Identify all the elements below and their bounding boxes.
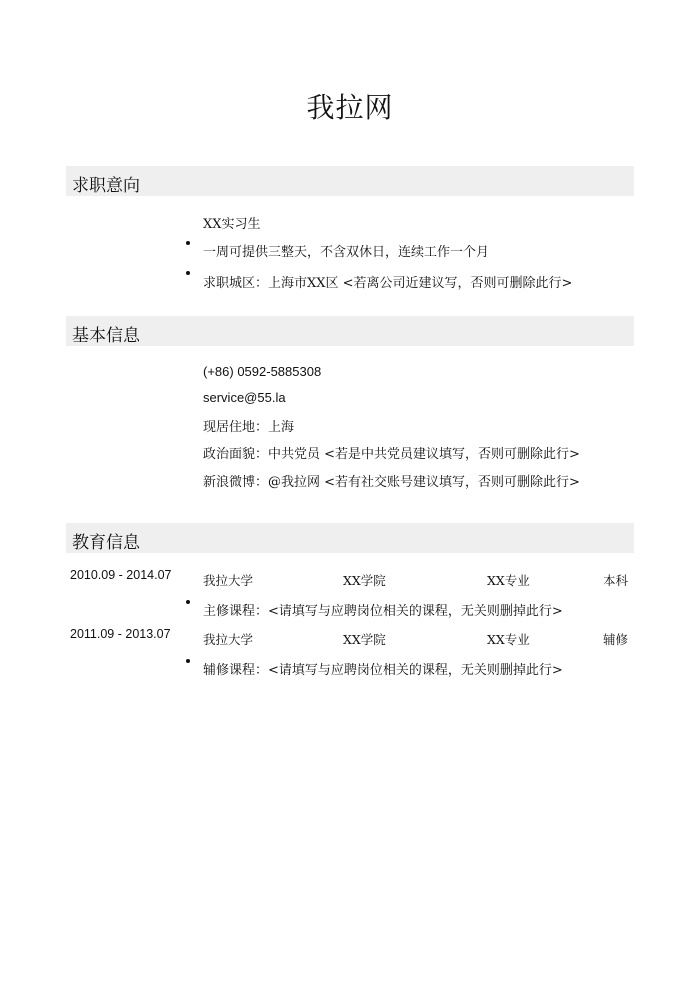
section-header-basic: [66, 316, 634, 346]
resume-title: 我拉网: [306, 91, 394, 124]
section-header-education: [66, 523, 634, 553]
section-heading: 基本信息: [72, 326, 140, 346]
education-college: XX学院: [343, 573, 386, 588]
bullet-icon: [186, 659, 190, 663]
section-header-intention: [66, 166, 634, 196]
bullet-icon: [186, 600, 190, 604]
education-period: 2010.09 - 2014.07: [70, 568, 172, 582]
section-heading: 教育信息: [72, 533, 140, 553]
email-address: service@55.la: [203, 390, 286, 405]
availability-text: 一周可提供三整天，不含双休日，连续工作一个月: [203, 245, 490, 260]
education-courses: 主修课程：<请填写与应聘岗位相关的课程，无关则删掉此行>: [203, 604, 563, 619]
education-degree: 辅修: [603, 632, 629, 647]
education-school: 我拉大学: [203, 573, 254, 588]
education-college: XX学院: [343, 632, 386, 647]
education-school: 我拉大学: [203, 632, 254, 647]
target-city: 求职城区：上海市XX区 <若离公司近建议写，否则可删除此行>: [203, 276, 573, 291]
bullet-icon: [186, 271, 190, 275]
phone-number: (+86) 0592-5885308: [203, 364, 322, 379]
bullet-icon: [186, 241, 190, 245]
section-heading: 求职意向: [72, 176, 140, 196]
residence: 现居住地：上海: [203, 420, 295, 435]
intended-position: XX实习生: [203, 217, 261, 232]
education-courses: 辅修课程：<请填写与应聘岗位相关的课程，无关则删掉此行>: [203, 663, 563, 678]
weibo-account: 新浪微博：@我拉网 <若有社交账号建议填写，否则可删除此行>: [203, 475, 580, 490]
education-degree: 本科: [603, 573, 629, 588]
education-period: 2011.09 - 2013.07: [70, 627, 171, 641]
education-major: XX专业: [487, 632, 530, 647]
political-status: 政治面貌：中共党员 <若是中共党员建议填写，否则可删除此行>: [203, 447, 580, 462]
education-major: XX专业: [487, 573, 530, 588]
